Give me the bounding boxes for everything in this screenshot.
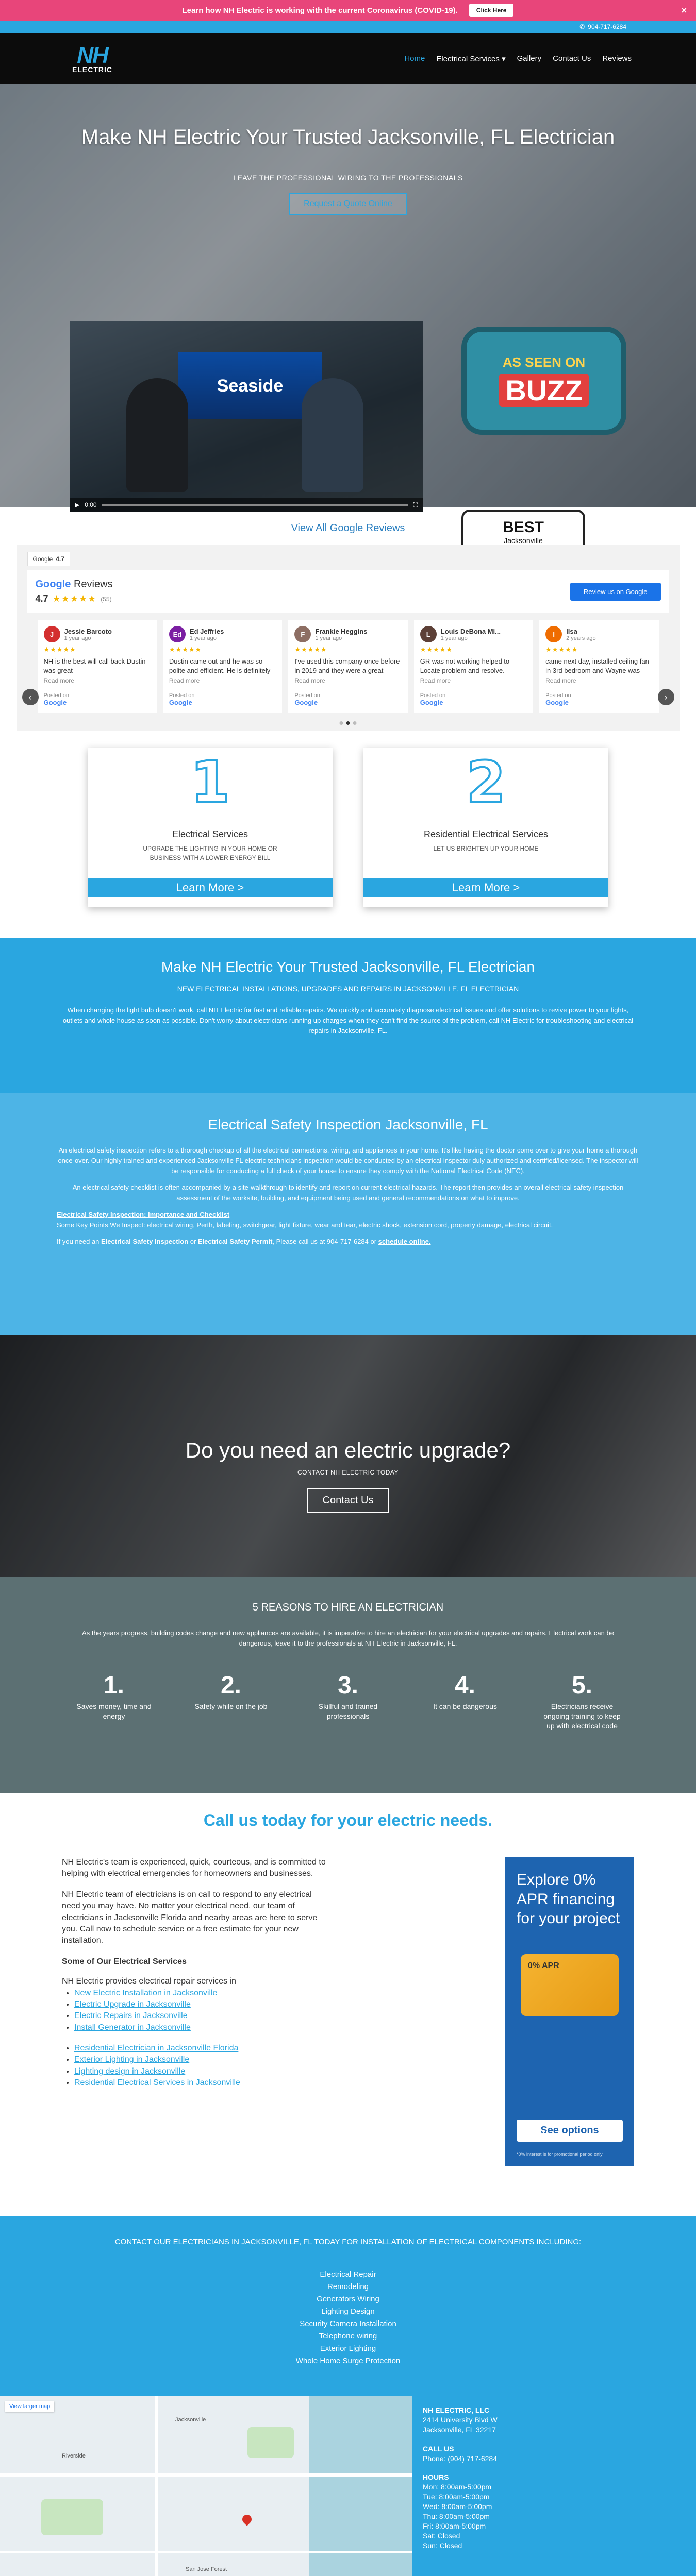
contact-list-item: Generators Wiring bbox=[317, 2294, 379, 2303]
posted-on bbox=[169, 692, 195, 706]
posted-on-label: Posted on bbox=[420, 692, 446, 699]
reviewer bbox=[44, 626, 151, 642]
nav-gallery[interactable]: Gallery bbox=[517, 54, 542, 63]
best-city: Jacksonville bbox=[504, 536, 543, 545]
business-name: NH ELECTRIC, LLC bbox=[423, 2406, 490, 2414]
review-age: 1 year ago bbox=[189, 635, 217, 641]
contact-title: CONTACT OUR ELECTRICIANS IN JACKSONVILLE, FL TODAY FOR INSTALLATION OF ELECTRICAL COMPONENTS INCLUDING: bbox=[114, 2238, 582, 2246]
reviewer bbox=[169, 626, 276, 642]
reviews-title bbox=[36, 579, 113, 590]
avatar: J bbox=[44, 626, 60, 642]
service-list-item[interactable] bbox=[74, 1999, 330, 2010]
video-player[interactable] bbox=[70, 321, 423, 512]
reason-text: Saves money, time and energy bbox=[76, 1702, 152, 1721]
review-card bbox=[38, 620, 157, 713]
contact-us-button[interactable]: Contact Us bbox=[307, 1488, 389, 1513]
service-number: 1 bbox=[190, 749, 230, 815]
service-desc: UPGRADE THE LIGHTING IN YOUR HOME OR BUSINESS WITH A LOWER ENERGY BILL bbox=[143, 845, 277, 861]
map-label: Jacksonville bbox=[175, 2417, 206, 2423]
contact-list bbox=[0, 2268, 696, 2367]
service-list-item-link[interactable]: Electric Repairs in Jacksonville bbox=[74, 2011, 188, 2021]
reviewer-name: Ed Jeffries bbox=[189, 627, 224, 635]
hearth-title: Explore 0% APR financing for your project bbox=[517, 1871, 620, 1927]
services-list-1 bbox=[74, 1988, 330, 2034]
hero-subtitle: LEAVE THE PROFESSIONAL WIRING TO THE PROFESSIONALS bbox=[233, 174, 463, 182]
inspection-cta-b: Electrical Safety Inspection bbox=[101, 1237, 189, 1245]
reviewer-name: Louis DeBona Mi... bbox=[440, 627, 501, 635]
map-road bbox=[155, 2396, 158, 2576]
review-us-button[interactable]: Review us on Google bbox=[570, 583, 661, 601]
posted-on-label: Posted on bbox=[169, 692, 195, 699]
play-icon[interactable]: ▶ bbox=[75, 501, 80, 509]
inspection-p1: An electrical safety inspection refers to a thorough checkup of all the electrical connections, wiring, and appliances in your home. It's like having the doctor come over to give your home a thorough once-over. Our highly trained and experienced Jacksonville FL electric technicians inspection would be conducted by an electrical inspector duly authorized and certified/licensed. The inspector will be responsible for conducting a full check of your house to ensure they comply with the National Electrical Code (NEC). bbox=[58, 1146, 638, 1175]
call-p2: NH Electric team of electricians is on call to respond to any electrical need you may have. No matter your electrical need, our team of electricians in Jacksonville Florida and nearby areas are here to serve you. Call now to schedule service or a free estimate for your new installation. bbox=[62, 1890, 318, 1945]
top-bar bbox=[0, 21, 696, 33]
menu bbox=[404, 54, 632, 63]
service-list-item[interactable] bbox=[74, 2022, 330, 2033]
inspection-cta bbox=[57, 1236, 639, 1247]
contact-list-item: Telephone wiring bbox=[319, 2331, 377, 2341]
posted-source: Google bbox=[294, 699, 318, 706]
services bbox=[0, 731, 696, 938]
reason-number: 4. bbox=[454, 1672, 476, 1700]
nav-electrical-services[interactable] bbox=[436, 54, 505, 63]
posted-on bbox=[545, 692, 571, 706]
hours-row: Thu: 8:00am-5:00pm bbox=[423, 2512, 490, 2521]
read-more-link[interactable]: Read more bbox=[420, 677, 451, 685]
star-rating: ★★★★★ bbox=[294, 646, 327, 653]
posted-on-label: Posted on bbox=[43, 692, 70, 699]
service-card bbox=[363, 748, 608, 907]
tv-as-seen: AS SEEN ON bbox=[502, 354, 586, 370]
star-rating: ★★★★★ bbox=[43, 646, 76, 653]
google-tab-score: 4.7 bbox=[56, 555, 64, 563]
see-options-button[interactable]: See options bbox=[517, 2120, 623, 2142]
inspection-cta-c: or bbox=[188, 1237, 198, 1245]
contact-section bbox=[0, 2216, 696, 2396]
video-person-host bbox=[126, 378, 188, 492]
map-road bbox=[0, 2473, 412, 2477]
reason-item bbox=[542, 1671, 622, 1731]
tv-name: BUZZ bbox=[499, 374, 588, 407]
avatar: I bbox=[545, 626, 562, 642]
hearth-fine-print: *0% interest is for promotional period only bbox=[517, 2151, 603, 2157]
business-info bbox=[412, 2396, 498, 2576]
carousel-dot[interactable] bbox=[340, 721, 343, 725]
services-list-title: Some of Our Electrical Services bbox=[62, 1957, 187, 1966]
hours-row: Sat: Closed bbox=[423, 2531, 460, 2540]
map-label: Riverside bbox=[62, 2453, 86, 2459]
service-list-item[interactable] bbox=[74, 2054, 330, 2065]
video-controls bbox=[70, 498, 423, 512]
contact-list-item: Whole Home Surge Protection bbox=[295, 2356, 401, 2365]
read-more-link[interactable]: Read more bbox=[294, 677, 325, 685]
services-list-intro: NH Electric provides electrical repair services in bbox=[62, 1977, 236, 1986]
logo-word: ELECTRIC bbox=[72, 65, 112, 74]
best-title: BEST bbox=[502, 519, 544, 536]
reasons-section bbox=[0, 1577, 696, 1793]
call-section bbox=[0, 1793, 696, 2216]
services-list-2 bbox=[74, 2043, 330, 2089]
service-list-item-link[interactable]: Exterior Lighting in Jacksonville bbox=[74, 2055, 190, 2064]
video-person-guest bbox=[302, 378, 363, 492]
logo[interactable] bbox=[72, 44, 112, 73]
video-progress[interactable] bbox=[102, 504, 408, 506]
inspection-p3: Some Key Points We Inspect: electrical wiring, Perth, labeling, switchgear, light fixture, wear and tear, electric shock, extension cord, property damage, electrical circuit. bbox=[57, 1221, 553, 1229]
carousel-dot[interactable] bbox=[346, 721, 350, 725]
review-age: 2 years ago bbox=[566, 635, 596, 641]
announcement-bar bbox=[0, 0, 696, 21]
service-list-item-link[interactable]: Install Generator in Jacksonville bbox=[74, 2023, 191, 2032]
reviews-count: (55) bbox=[101, 595, 112, 603]
posted-on bbox=[44, 692, 70, 706]
contact-list-item: Security Camera Installation bbox=[300, 2319, 396, 2328]
hearth-brand: Hearth bbox=[517, 2129, 553, 2142]
reviewer-name: Ilsa bbox=[566, 627, 577, 635]
contact-list-item: Remodeling bbox=[327, 2282, 369, 2291]
inspection-p2: An electrical safety checklist is often accompanied by a site-walkthrough to identify and report on current electrical hazards. The report then provides an overall electrical safety inspection assessment of the worksite, building, and equipment being used and general recommendations on what to improve. bbox=[72, 1183, 624, 1202]
chevron-down-icon: ▾ bbox=[502, 55, 506, 63]
map-river bbox=[309, 2396, 412, 2576]
hours-row: Wed: 8:00am-5:00pm bbox=[423, 2502, 492, 2511]
reviews-score-row bbox=[36, 594, 113, 604]
review-cards bbox=[27, 620, 669, 713]
star-rating: ★★★★★ bbox=[545, 646, 578, 653]
map-label: San Jose Forest bbox=[186, 2566, 227, 2572]
inspection-link-block bbox=[57, 1210, 639, 1230]
review-card bbox=[414, 620, 533, 713]
reason-text: Safety while on the job bbox=[194, 1702, 268, 1711]
service-list-item-link[interactable]: Lighting design in Jacksonville bbox=[74, 2066, 186, 2076]
reviews-tab[interactable] bbox=[27, 552, 70, 566]
about-subtitle: NEW ELECTRICAL INSTALLATIONS, UPGRADES AND REPAIRS IN JACKSONVILLE, FL ELECTRICIAN bbox=[177, 985, 519, 993]
google-tab-label: Google bbox=[32, 555, 53, 563]
service-list-item[interactable] bbox=[74, 1988, 330, 1999]
service-list-item-link[interactable]: Residential Electrician in Jacksonville Florida bbox=[74, 2044, 239, 2053]
service-card bbox=[88, 748, 333, 907]
service-number: 2 bbox=[466, 749, 506, 815]
review-age: 1 year ago bbox=[64, 635, 91, 641]
map-section bbox=[0, 2396, 696, 2576]
review-text: I've used this company once before in 2019 and they were a great bbox=[294, 657, 400, 674]
learn-more-button[interactable]: Learn More > bbox=[88, 878, 333, 897]
announcement-text: Learn how NH Electric is working with the current Coronavirus (COVID-19). bbox=[182, 6, 458, 15]
reviews-score: 4.7 bbox=[35, 594, 48, 604]
reviewer-name: Frankie Heggins bbox=[315, 627, 368, 635]
hours-row: Sun: Closed bbox=[423, 2541, 462, 2550]
inspection-cta-e: , Please call us at 904-717-6284 or bbox=[272, 1237, 378, 1245]
main-nav bbox=[0, 33, 696, 84]
reviews-title-word: Reviews bbox=[73, 579, 113, 590]
map-park bbox=[41, 2499, 103, 2535]
upgrade-section bbox=[0, 1335, 696, 1577]
read-more-link[interactable]: Read more bbox=[43, 677, 74, 685]
carousel-dot[interactable] bbox=[353, 721, 357, 725]
posted-source: Google bbox=[43, 699, 67, 706]
star-rating: ★★★★★ bbox=[169, 646, 202, 653]
map-park bbox=[247, 2427, 294, 2458]
nav-electrical-services-label: Electrical Services bbox=[436, 55, 500, 63]
posted-on-label: Posted on bbox=[545, 692, 571, 699]
review-age: 1 year ago bbox=[440, 635, 468, 641]
business-address-2: Jacksonville, FL 32217 bbox=[423, 2425, 496, 2434]
carousel-dots bbox=[340, 721, 357, 725]
reviews-header bbox=[27, 570, 669, 613]
video-screen: Seaside bbox=[178, 352, 322, 419]
reason-number: 1. bbox=[103, 1672, 125, 1700]
learn-more-button[interactable]: Learn More > bbox=[363, 878, 608, 897]
schedule-online-link[interactable]: schedule online. bbox=[378, 1237, 431, 1245]
reason-text: It can be dangerous bbox=[433, 1702, 497, 1711]
reason-item bbox=[74, 1671, 154, 1731]
star-rating: ★★★★★ bbox=[420, 646, 453, 653]
nav-contact[interactable]: Contact Us bbox=[553, 54, 591, 63]
service-title: Residential Electrical Services bbox=[423, 829, 549, 839]
service-list-item[interactable] bbox=[74, 2077, 330, 2089]
view-larger-map-link[interactable]: View larger map bbox=[5, 2401, 54, 2412]
reason-item bbox=[425, 1671, 505, 1731]
reasons-list bbox=[0, 1671, 696, 1731]
inspection-cta-d: Electrical Safety Permit bbox=[197, 1237, 273, 1245]
fullscreen-icon[interactable]: ⛶ bbox=[413, 501, 418, 509]
review-card bbox=[288, 620, 407, 713]
reason-number: 2. bbox=[220, 1672, 242, 1700]
posted-source: Google bbox=[545, 699, 569, 706]
call-title: Call us today for your electric needs. bbox=[203, 1811, 493, 1829]
service-list-item-link[interactable]: New Electric Installation in Jacksonville bbox=[74, 1988, 218, 1997]
service-list-item[interactable] bbox=[74, 2066, 330, 2077]
reviewer-name: Jessie Barcoto bbox=[64, 627, 112, 635]
upgrade-title: Do you need an electric upgrade? bbox=[185, 1438, 511, 1462]
about-title: Make NH Electric Your Trusted Jacksonville, FL Electrician bbox=[161, 959, 535, 975]
hours-row: Tue: 8:00am-5:00pm bbox=[423, 2493, 490, 2501]
chevron-left-icon[interactable]: ‹ bbox=[22, 689, 39, 705]
inspection-title: Electrical Safety Inspection Jacksonville, FL bbox=[208, 1116, 488, 1132]
posted-source: Google bbox=[169, 699, 192, 706]
avatar: Ed bbox=[169, 626, 186, 642]
nav-reviews[interactable]: Reviews bbox=[602, 54, 632, 63]
as-seen-on-buzz-badge bbox=[461, 327, 626, 435]
service-list-item[interactable] bbox=[74, 2043, 330, 2054]
reason-number: 5. bbox=[571, 1672, 593, 1700]
business-phone[interactable]: Phone: (904) 717-6284 bbox=[423, 2454, 497, 2463]
nav-home[interactable]: Home bbox=[404, 54, 425, 63]
credit-card-image bbox=[521, 1954, 619, 2016]
reviewer bbox=[420, 626, 527, 642]
read-more-link[interactable]: Read more bbox=[169, 677, 200, 685]
call-p1: NH Electric's team is experienced, quick, courteous, and is committed to helping with electrical emergencies for homeowners and businesses. bbox=[62, 1858, 326, 1878]
review-text: GR was not working helped to Locate problem and resolve. bbox=[420, 657, 510, 674]
review-card bbox=[539, 620, 658, 713]
inspection-cta-a: If you need an bbox=[57, 1237, 102, 1245]
close-icon[interactable]: × bbox=[681, 5, 687, 15]
hero-title: Make NH Electric Your Trusted Jacksonville, FL Electrician bbox=[81, 126, 615, 148]
hours-list bbox=[423, 2482, 498, 2550]
review-age: 1 year ago bbox=[315, 635, 342, 641]
call-label: CALL US bbox=[423, 2444, 454, 2453]
posted-source: Google bbox=[420, 699, 443, 706]
reason-text: Skillful and trained professionals bbox=[318, 1702, 378, 1721]
star-rating: ★★★★★ bbox=[52, 594, 97, 604]
request-quote-button[interactable]: Request a Quote Online bbox=[289, 193, 407, 215]
read-more-link[interactable]: Read more bbox=[545, 677, 576, 685]
posted-on-label: Posted on bbox=[294, 692, 320, 699]
contact-list-item: Exterior Lighting bbox=[320, 2344, 376, 2353]
inspection-section bbox=[0, 1093, 696, 1335]
business-address-1: 2414 University Blvd W bbox=[423, 2415, 498, 2424]
chevron-right-icon[interactable]: › bbox=[658, 689, 674, 705]
review-text: NH is the best will call back Dustin was great bbox=[43, 657, 146, 674]
reviewer bbox=[294, 626, 401, 642]
reason-item bbox=[191, 1671, 271, 1731]
service-list-item-link[interactable]: Electric Upgrade in Jacksonville bbox=[74, 1999, 191, 2009]
service-list-item[interactable] bbox=[74, 2010, 330, 2022]
service-desc: LET US BRIGHTEN UP YOUR HOME bbox=[433, 845, 539, 852]
all-reviews-link[interactable]: View All Google Reviews bbox=[291, 522, 405, 534]
review-card bbox=[163, 620, 282, 713]
avatar: F bbox=[294, 626, 311, 642]
google-map[interactable] bbox=[0, 2396, 412, 2576]
inspection-link[interactable]: Electrical Safety Inspection: Importance and Checklist bbox=[57, 1210, 230, 1218]
topbar-phone[interactable]: 904-717-6284 bbox=[588, 23, 626, 30]
reason-item bbox=[308, 1671, 388, 1731]
map-road bbox=[0, 2551, 412, 2553]
announcement-button[interactable]: Click Here bbox=[469, 4, 514, 17]
logo-mark: NH bbox=[77, 43, 108, 68]
card-text: 0% APR bbox=[528, 1961, 559, 1970]
reviews-widget bbox=[17, 545, 680, 731]
review-text: Dustin came out and he was so polite and efficient. He is definitely bbox=[169, 657, 271, 674]
posted-on bbox=[294, 692, 320, 706]
call-text bbox=[62, 1857, 330, 2166]
service-title: Electrical Services bbox=[172, 829, 248, 839]
review-text: came next day, installed ceiling fan in 3rd bedroom and Wayne was bbox=[545, 657, 649, 674]
video-time: 0:00 bbox=[85, 501, 97, 509]
about-body: When changing the light bulb doesn't work, call NH Electric for fast and reliable repairs. We quickly and accurately diagnose electrical issues and offer solutions to revive power to your lights, outlets and whole house as soon as possible. Don't worry about electricians running up charges when they can't find the source of the problem, call NH Electric for troubleshooting and electrical repairs in Jacksonville, FL. bbox=[62, 1006, 634, 1035]
reason-number: 3. bbox=[337, 1672, 359, 1700]
upgrade-subtitle: CONTACT NH ELECTRIC TODAY bbox=[297, 1469, 399, 1476]
posted-on bbox=[420, 692, 446, 706]
reviewer bbox=[545, 626, 652, 642]
phone-icon: ✆ bbox=[579, 23, 585, 30]
avatar: L bbox=[420, 626, 437, 642]
contact-list-item: Electrical Repair bbox=[320, 2269, 376, 2279]
service-list-item-link[interactable]: Residential Electrical Services in Jacksonville bbox=[74, 2078, 240, 2088]
map-pin-icon[interactable] bbox=[240, 2513, 253, 2526]
hours-row: Fri: 8:00am-5:00pm bbox=[423, 2521, 486, 2530]
reason-text: Electricians receive ongoing training to keep up with electrical code bbox=[543, 1702, 621, 1731]
hours-label: HOURS bbox=[423, 2473, 449, 2482]
about-section bbox=[0, 938, 696, 1093]
reasons-intro: As the years progress, building codes change and new appliances are available, it is imperative to hire an electrician for your electrical upgrades and repairs. Electrical work can be dangerous, leave it to the professionals at NH Electric in Jacksonville, FL. bbox=[82, 1629, 614, 1648]
reasons-title: 5 REASONS TO HIRE AN ELECTRICIAN bbox=[252, 1602, 444, 1613]
reviews-title-brand: Google bbox=[35, 579, 71, 590]
contact-list-item: Lighting Design bbox=[321, 2307, 375, 2316]
hearth-financing-ad[interactable] bbox=[505, 1857, 634, 2166]
hours-row: Mon: 8:00am-5:00pm bbox=[423, 2483, 492, 2492]
